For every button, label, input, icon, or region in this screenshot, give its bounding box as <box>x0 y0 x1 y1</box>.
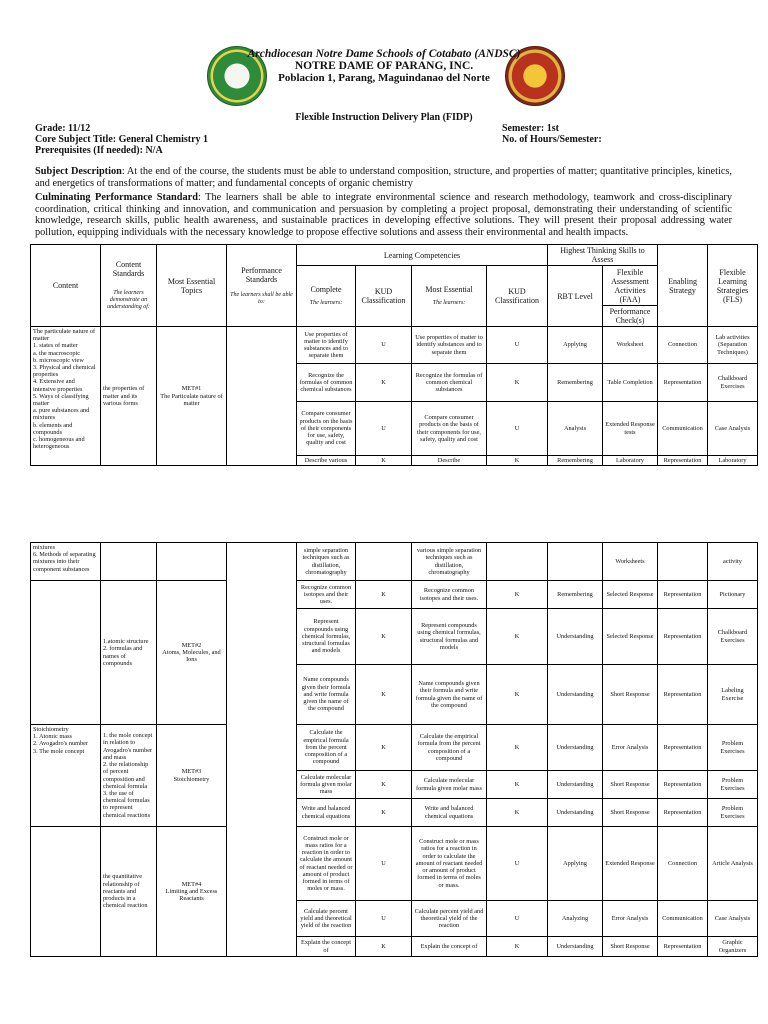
kud-cell: U <box>356 327 412 364</box>
essential-cell: Calculate molecular formula given molar mass <box>412 771 487 799</box>
content-cell: mixtures 6. Methods of separating mixtures into their component substances <box>31 543 101 581</box>
content-cell: The particulate nature of matter 1. states of matter a. the macroscopic b. microscopic view 3. Physical and chemical properties 4. Extensive and intensive properties 5. Ways of classifying matter a. pure substances and mixtures b. elements and compounds c. homogeneous and heterogeneous <box>31 327 101 466</box>
fls-cell: Chalkboard Exercises <box>708 364 758 402</box>
essential-cell: Use properties of matter to identify substances and to separate them <box>412 327 487 364</box>
content-standard-cell: the quantitative relationship of reactants and products in a chemical reaction <box>101 827 157 957</box>
header-most-essential-sub: The learners: <box>432 300 466 306</box>
faa-cell: Table Completion <box>603 364 658 402</box>
essential-cell: Represent compounds using chemical formulas, structural formulas and models <box>412 609 487 665</box>
content-cell <box>31 827 101 957</box>
content-standard-cell <box>101 543 157 581</box>
fls-cell: Chalkboard Exercises <box>708 609 758 665</box>
rbt-cell: Understanding <box>548 799 603 827</box>
enabling-cell: Representation <box>658 725 708 771</box>
fls-cell: Problem Exercises <box>708 799 758 827</box>
faa-cell: Worksheet <box>603 327 658 364</box>
grade-label: Grade: 11/12 <box>35 123 91 134</box>
header-complete <box>297 266 356 327</box>
faa-cell: Short Response <box>603 799 658 827</box>
kud-cell: K <box>487 665 548 725</box>
fls-cell: Laboratory <box>708 456 758 466</box>
fls-cell: Case Analysis <box>708 402 758 456</box>
prerequisites: Prerequisites (If needed): N/A <box>35 145 163 156</box>
fls-cell: Article Analysis <box>708 827 758 901</box>
performance-standard-cell <box>227 543 297 957</box>
essential-cell: Recognize the formulas of common chemical substances <box>412 364 487 402</box>
fidp-table-page1 <box>30 244 758 466</box>
header-content-standards-title: Content Standards <box>112 260 145 278</box>
kud-cell: K <box>356 725 412 771</box>
complete-cell: Use properties of matter to identify substances and to separate them <box>297 327 356 364</box>
rbt-cell: Understanding <box>548 665 603 725</box>
meta-left <box>35 123 208 156</box>
enabling-cell: Connection <box>658 827 708 901</box>
essential-cell: Calculate percent yield and theoretical yield of the reaction <box>412 901 487 937</box>
content-standard-cell: the properties of matter and its various forms <box>101 327 157 466</box>
kud-cell: K <box>356 665 412 725</box>
subject-title: Core Subject Title: General Chemistry 1 <box>35 134 209 145</box>
complete-cell: Recognize the formulas of common chemical substances <box>297 364 356 402</box>
hours-label: No. of Hours/Semester: <box>502 134 602 145</box>
complete-cell: Construct mole or mass ratios for a reaction in order to calculate the amount of reactant needed or amount of product formed in terms of moles or mass. <box>297 827 356 901</box>
header-fls: Flexible Learning Strategies (FLS) <box>708 245 758 327</box>
complete-cell: Describe various <box>297 456 356 466</box>
header-faa: Flexible Assessment Activities (FAA) <box>603 266 658 306</box>
rbt-cell: Applying <box>548 827 603 901</box>
enabling-cell: Representation <box>658 937 708 957</box>
kud-cell: U <box>487 402 548 456</box>
rbt-cell: Understanding <box>548 609 603 665</box>
complete-cell: Explain the concept of <box>297 937 356 957</box>
header-content-standards <box>101 245 157 327</box>
content-cell: Stoichiometry 1. Atomic mass 2. Avogadro's number 3. The mole concept <box>31 725 101 827</box>
essential-cell: Construct mole or mass ratios for a reaction in order to calculate the amount of reactant needed or amount of product formed in terms of moles or mass. <box>412 827 487 901</box>
rbt-cell: Analysis <box>548 402 603 456</box>
faa-cell: Error Analysis <box>603 901 658 937</box>
header-performance-standards <box>227 245 297 327</box>
kud-cell <box>356 543 412 581</box>
header-rbt-level: RBT Level <box>548 266 603 327</box>
kud-cell: K <box>487 771 548 799</box>
faa-cell: Short Response <box>603 771 658 799</box>
enabling-cell: Representation <box>658 799 708 827</box>
enabling-cell: Representation <box>658 581 708 609</box>
fls-cell: Labeling Exercise <box>708 665 758 725</box>
kud-cell: K <box>356 456 412 466</box>
faa-cell: Selected Response <box>603 609 658 665</box>
essential-cell: Explain the concept of <box>412 937 487 957</box>
header-enabling-strategy: Enabling Strategy <box>658 245 708 327</box>
enabling-cell: Connection <box>658 327 708 364</box>
header-met: Most Essential Topics <box>157 245 227 327</box>
content-standard-cell: 1.atomic structure 2. formulas and names of compounds <box>101 581 157 725</box>
kud-cell: K <box>356 581 412 609</box>
kud-cell: U <box>356 402 412 456</box>
fls-cell: activity <box>708 543 758 581</box>
kud-cell: K <box>487 581 548 609</box>
rbt-cell: Understanding <box>548 771 603 799</box>
header-most-essential <box>412 266 487 327</box>
kud-cell: K <box>356 937 412 957</box>
fidp-table-page2 <box>30 542 758 957</box>
essential-cell: Compare consumer products on the basis of their components for use, safety, quality and cost <box>412 402 487 456</box>
enabling-cell: Communication <box>658 402 708 456</box>
complete-cell: Calculate percent yield and theoretical yield of the reaction <box>297 901 356 937</box>
subject-description <box>35 166 732 189</box>
rbt-cell: Remembering <box>548 581 603 609</box>
kud-cell: K <box>356 609 412 665</box>
header-performance-checks: Performance Check(s) <box>603 306 658 327</box>
faa-cell: Worksheets <box>603 543 658 581</box>
kud-cell: U <box>487 827 548 901</box>
faa-cell: Extended Response <box>603 827 658 901</box>
header-most-essential-title: Most Essential <box>425 285 473 294</box>
rbt-cell: Analyzing <box>548 901 603 937</box>
header-kud1: KUD Classification <box>356 266 412 327</box>
enabling-cell: Communication <box>658 901 708 937</box>
header-learning-competencies: Learning Competencies <box>297 245 548 266</box>
kud-cell: K <box>487 456 548 466</box>
faa-cell: Selected Response <box>603 581 658 609</box>
rbt-cell: Understanding <box>548 725 603 771</box>
document-title: Flexible Instruction Delivery Plan (FIDP) <box>295 112 473 123</box>
essential-cell: Name compounds given their formula and write formula given the name of the compound <box>412 665 487 725</box>
enabling-cell: Representation <box>658 609 708 665</box>
culminating-standard-text: : The learners shall be able to integrate environmental science and research methodology, teamwork and cross-disciplinary coordination, critical thinking and innovation, and communication and persuasion by completing a project proposal, demonstrating their understanding of scientific knowledge, research skills, public health awareness, and sustainable practices in developing effective solutions. They will present their proposal addressing water pollution, equipping individuals with the necessary knowledge to propose effective solutions and assess their environmental and health impacts. <box>35 192 732 238</box>
faa-cell: Short Response <box>603 665 658 725</box>
faa-cell: Short Response <box>603 937 658 957</box>
met-cell <box>157 543 227 581</box>
kud-cell: K <box>356 364 412 402</box>
rbt-cell: Applying <box>548 327 603 364</box>
complete-cell: Compare consumer products on the basis of their components for use, safety, quality and cost <box>297 402 356 456</box>
kud-cell: K <box>487 364 548 402</box>
complete-cell: Calculate the empirical formula from the percent composition of a compound <box>297 725 356 771</box>
faa-cell: Extended Response tests <box>603 402 658 456</box>
essential-cell: Describe <box>412 456 487 466</box>
header-complete-sub: The learners: <box>309 300 343 306</box>
complete-cell: simple separation techniques such as distillation, chromatography <box>297 543 356 581</box>
rbt-cell <box>548 543 603 581</box>
kud-cell: U <box>356 827 412 901</box>
culminating-standard <box>35 192 732 238</box>
kud-cell: K <box>356 799 412 827</box>
content-cell <box>31 581 101 725</box>
essential-cell: Recognize common isotopes and their uses. <box>412 581 487 609</box>
header-kud2: KUD Classification <box>487 266 548 327</box>
met-cell: MET#3 Stoichiometry <box>157 725 227 827</box>
subject-description-label: Subject Description <box>35 166 122 177</box>
fls-cell: Problem Exercises <box>708 771 758 799</box>
school-address: Poblacion 1, Parang, Maguindanao del Norte <box>278 72 490 84</box>
complete-cell: Calculate molecular formula given molar mass <box>297 771 356 799</box>
header-highest-thinking: Highest Thinking Skills to Assess <box>548 245 658 266</box>
header-performance-standards-sub: The learners shall be able to: <box>230 291 293 305</box>
kud-cell: K <box>487 609 548 665</box>
kud-cell: K <box>487 937 548 957</box>
fls-cell: Graphic Organizers <box>708 937 758 957</box>
complete-cell: Write and balanced chemical equations <box>297 799 356 827</box>
essential-cell: Calculate the empirical formula from the percent composition of a compound <box>412 725 487 771</box>
fls-cell: Problem Exercises <box>708 725 758 771</box>
rbt-cell: Remembering <box>548 364 603 402</box>
kud-cell: K <box>487 725 548 771</box>
header-complete-title: Complete <box>310 285 342 294</box>
kud-cell: K <box>356 771 412 799</box>
school-name-line1: Archdiocesan Notre Dame Schools of Cotabato (ANDSC) <box>247 48 521 60</box>
essential-cell: Write and balanced chemical equations <box>412 799 487 827</box>
school-name-line2: NOTRE DAME OF PARANG, INC. <box>294 60 474 72</box>
subject-description-text: : At the end of the course, the students must be able to understand composition, structure, and properties of matter; quantitative principles, kinetics, and energetics of transformations of matter; and fundamental concepts of organic chemistry <box>35 166 732 189</box>
content-standard-cell: 1. the mole concept in relation to Avogadro's number and mass 2. the relationship of percent composition and chemical formula 3. the use of chemical formulas to represent chemical reactions <box>101 725 157 827</box>
culminating-standard-label: Culminating Performance Standard <box>35 192 198 203</box>
kud-cell: K <box>487 799 548 827</box>
kud-cell: U <box>487 901 548 937</box>
met-cell: MET#2 Atoms, Molecules, and Ions <box>157 581 227 725</box>
header-content-standards-sub: The learners demonstrate an understanding of: <box>107 290 150 310</box>
kud-cell: U <box>356 901 412 937</box>
performance-standard-cell <box>227 327 297 466</box>
rbt-cell: Understanding <box>548 937 603 957</box>
complete-cell: Recognize common isotopes and their uses. <box>297 581 356 609</box>
enabling-cell: Representation <box>658 456 708 466</box>
complete-cell: Name compounds given their formula and write formula given the name of the compound <box>297 665 356 725</box>
fls-cell: Case Analysis <box>708 901 758 937</box>
faa-cell: Laboratory <box>603 456 658 466</box>
semester-label: Semester: 1st <box>502 123 559 134</box>
meta-right <box>502 123 602 145</box>
faa-cell: Error Analysis <box>603 725 658 771</box>
header-performance-standards-title: Performance Standards <box>241 265 282 284</box>
enabling-cell <box>658 543 708 581</box>
fls-cell: Lab activities (Separation Techniques) <box>708 327 758 364</box>
header-content: Content <box>31 245 101 327</box>
rbt-cell: Remembering <box>548 456 603 466</box>
enabling-cell: Representation <box>658 771 708 799</box>
kud-cell: U <box>487 327 548 364</box>
enabling-cell: Representation <box>658 364 708 402</box>
enabling-cell: Representation <box>658 665 708 725</box>
fls-cell: Pictionary <box>708 581 758 609</box>
met-cell: MET#4 Limiting and Excess Reactants <box>157 827 227 957</box>
kud-cell <box>487 543 548 581</box>
complete-cell: Represent compounds using chemical formulas, structural formulas and models <box>297 609 356 665</box>
essential-cell: various simple separation techniques such as distillation, chromatography <box>412 543 487 581</box>
met-cell: MET#1 The Particulate nature of matter <box>157 327 227 466</box>
